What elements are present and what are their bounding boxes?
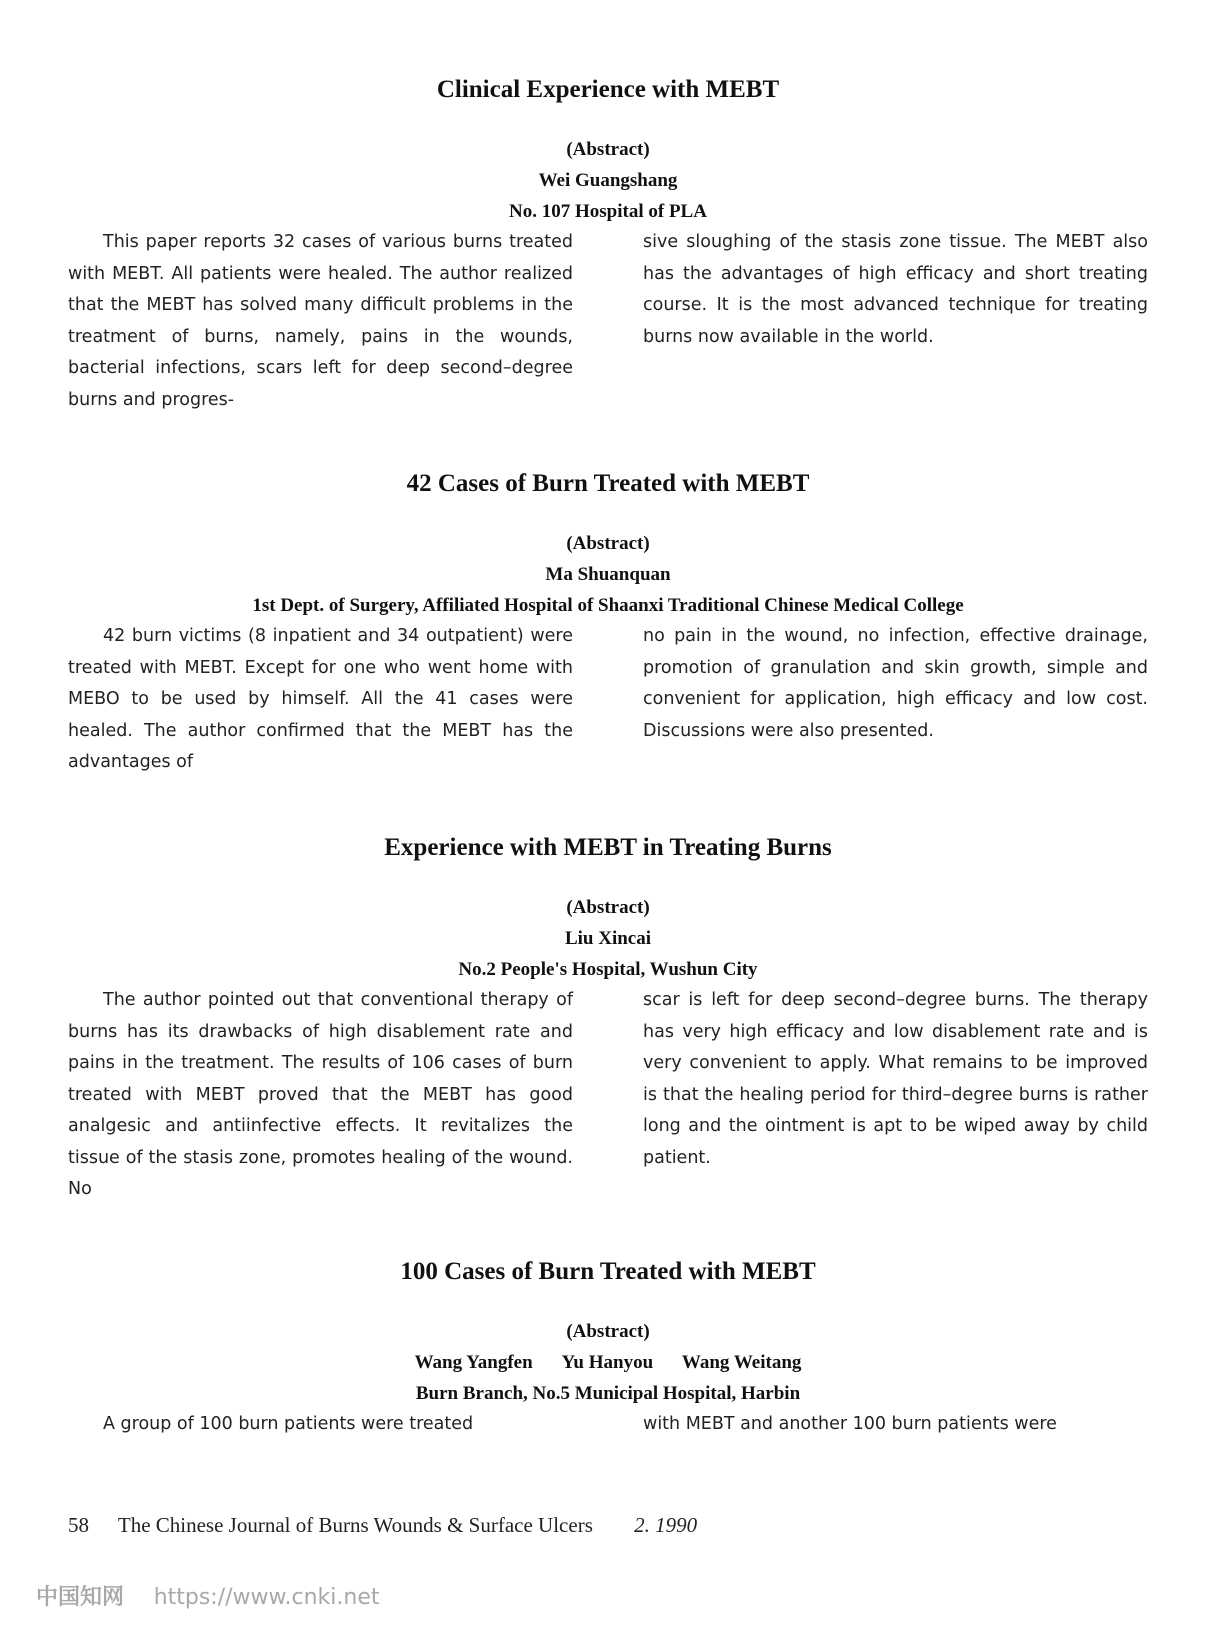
abstract-body	[68, 227, 1148, 416]
author: Yu Hanyou	[561, 1352, 654, 1373]
article-title: Clinical Experience with MEBT	[436, 76, 780, 103]
issue-date: 2. 1990	[634, 1513, 698, 1537]
article-title: 42 Cases of Burn Treated with MEBT	[406, 470, 810, 497]
abstract-body	[68, 621, 1148, 779]
page-footer	[68, 1513, 697, 1538]
author-list	[68, 1347, 1148, 1378]
author: Wang Yangfen	[414, 1352, 533, 1373]
abstract-label: (Abstract)	[566, 139, 650, 160]
watermark	[36, 1580, 380, 1611]
abstract-label: (Abstract)	[566, 1321, 650, 1342]
abstract-body	[68, 985, 1148, 1206]
page-number: 58	[68, 1513, 89, 1537]
abstract-column-right: sive sloughing of the stasis zone tissue. The MEBT also has the advantages of high efficacy and short treating course. It is the most advanced technique for treating burns now available in the world.	[643, 232, 1148, 347]
abstract-column-left: This paper reports 32 cases of various burns treated with MEBT. All patients were healed. The author realized that the MEBT has solved many difficult problems in the treatment of burns, namely, pains in the wounds, bacterial infections, scars left for deep second–degree burns and progres-	[68, 232, 573, 410]
abstract-column-left: The author pointed out that conventional therapy of burns has its drawbacks of high disablement rate and pains in the treatment. The results of 106 cases of burn treated with MEBT proved that the MEBT has good analgesic and antiinfective effects. It revitalizes the tissue of the stasis zone, promotes healing of the wound. No	[68, 990, 573, 1199]
abstract-column-right: no pain in the wound, no infection, effective drainage, promotion of granulation and skin growth, simple and convenient for application, high efficacy and low cost. Discussions were also presented.	[643, 626, 1148, 741]
abstract-column-left: A group of 100 burn patients were treated	[103, 1414, 474, 1434]
watermark-url: https://www.cnki.net	[153, 1585, 380, 1610]
abstract-label: (Abstract)	[566, 533, 650, 554]
watermark-brand: 中国知网	[36, 1585, 125, 1610]
abstract-2	[68, 468, 1148, 779]
abstract-column-right: scar is left for deep second–degree burns. The therapy has very high efficacy and low disablement rate and is very convenient to apply. What remains to be improved is that the healing period for third–degree burns is rather long and the ointment is apt to be wiped away by child patient.	[643, 990, 1148, 1168]
abstract-label: (Abstract)	[566, 897, 650, 918]
abstract-4	[68, 1256, 1148, 1441]
author: Wei Guangshang	[538, 170, 678, 191]
journal-name: The Chinese Journal of Burns Wounds & Surface Ulcers	[117, 1513, 593, 1537]
affiliation: No. 107 Hospital of PLA	[509, 201, 707, 222]
author: Liu Xincai	[564, 928, 652, 949]
abstract-column-left: 42 burn victims (8 inpatient and 34 outpatient) were treated with MEBT. Except for one who went home with MEBO to be used by himself. All the 41 cases were healed. The author confirmed that the MEBT has the advantages of	[68, 626, 573, 772]
affiliation: No.2 People's Hospital, Wushun City	[458, 959, 758, 980]
abstract-3	[68, 832, 1148, 1206]
author: Wang Weitang	[681, 1352, 802, 1373]
abstract-body	[68, 1409, 1148, 1441]
article-title: 100 Cases of Burn Treated with MEBT	[400, 1258, 816, 1285]
author: Ma Shuanquan	[545, 564, 671, 585]
article-title: Experience with MEBT in Treating Burns	[384, 834, 832, 861]
affiliation: 1st Dept. of Surgery, Affiliated Hospital of Shaanxi Traditional Chinese Medical College	[252, 595, 964, 616]
abstract-1	[68, 74, 1148, 416]
abstract-column-right: with MEBT and another 100 burn patients were	[643, 1414, 1057, 1434]
affiliation: Burn Branch, No.5 Municipal Hospital, Harbin	[415, 1383, 801, 1404]
